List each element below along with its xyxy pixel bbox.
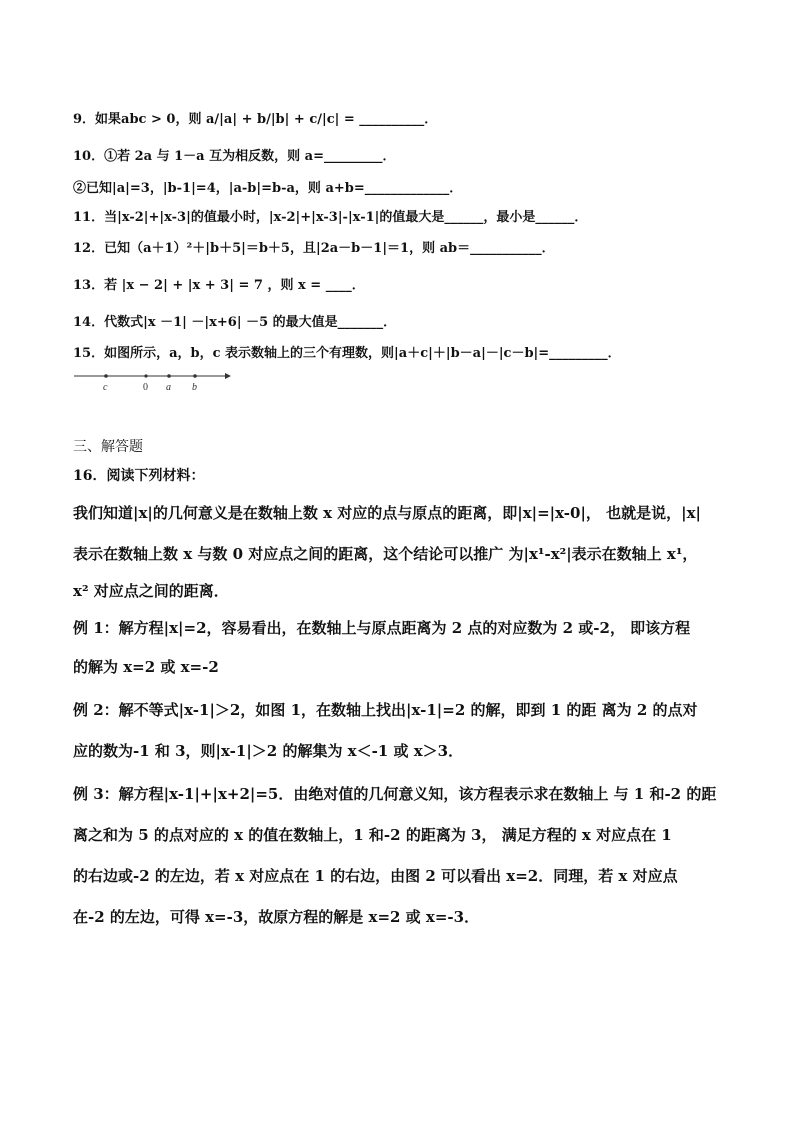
label-b: b [192,382,197,393]
question-11: 11．当|x-2|+|x-3|的值最小时，|x-2|+|x-3|-|x-1|的值最大是______，最小是______． [73,210,588,225]
question-9: 9．如果abc > 0，则 a/|a| + b/|b| + c/|c| = __________． [73,112,438,127]
paragraph-line-2: 表示在数轴上数 x 与数 0 对应点之间的距离，这个结论可以推广 为|x¹-x²|表示在数轴上 x¹， [73,545,698,563]
example-3-line-1: 例 3：解方程|x-1|+|x+2|=5．由绝对值的几何意义知，该方程表示求在数轴上 与 1 和-2 的距 [73,785,717,803]
point-c [104,374,108,378]
label-0: 0 [143,382,148,393]
question-13: 13．若 |x − 2| + |x + 3| = 7 ，则 x = ____． [73,278,365,293]
question-16-title: 16．阅读下列材料： [73,468,205,484]
question-14: 14．代数式|x －1| －|x+6| －5 的最大值是_______． [73,315,397,330]
number-line-figure [70,370,240,394]
point-a [167,374,171,378]
question-15: 15．如图所示，a，b，c 表示数轴上的三个有理数，则|a＋c|＋|b－a|－|c－b|=_________． [73,346,621,361]
label-c: c [103,382,108,393]
example-3-line-3: 的右边或-2 的左边，若 x 对应点在 1 的右边，由图 2 可以看出 x=2．同理，若 x 对应点 [73,867,678,885]
section-title: 三、解答题 [73,439,143,455]
example-3-line-2: 离之和为 5 的点对应的 x 的值在数轴上，1 和-2 的距离为 3， 满足方程的 x 对应点在 1 [73,826,672,844]
question-10-part1: 10．①若 2a 与 1－a 互为相反数，则 a=_________． [73,149,396,164]
example-3-line-4: 在-2 的左边，可得 x=-3，故原方程的解是 x=2 或 x=-3． [73,908,480,926]
paragraph-line-3: x² 对应点之间的距离． [73,582,229,600]
example-2-line-1: 例 2：解不等式|x-1|＞2，如图 1，在数轴上找出|x-1|=2 的解，即到 1 的距 离为 2 的点对 [73,701,698,719]
example-2-line-2: 应的数为-1 和 3，则|x-1|＞2 的解集为 x＜-1 或 x＞3． [73,742,464,760]
point-b [193,374,197,378]
question-10-part2: ②已知|a|=3，|b-1|=4，|a-b|=b-a，则 a+b=_____________． [73,181,463,196]
point-0 [144,374,147,377]
label-a: a [166,382,171,393]
example-1-line-2: 的解为 x=2 或 x=-2 [73,658,219,676]
paragraph-line-1: 我们知道|x|的几何意义是在数轴上数 x 对应的点与原点的距离，即|x|=|x-0|， 也就是说，|x| [73,504,702,522]
question-12: 12．已知（a＋1）²＋|b＋5|＝b＋5，且|2a－b－1|＝1，则 ab＝___________． [73,241,555,256]
example-1-line-1: 例 1：解方程|x|=2，容易看出，在数轴上与原点距离为 2 点的对应数为 2 或-2， 即该方程 [73,619,691,637]
